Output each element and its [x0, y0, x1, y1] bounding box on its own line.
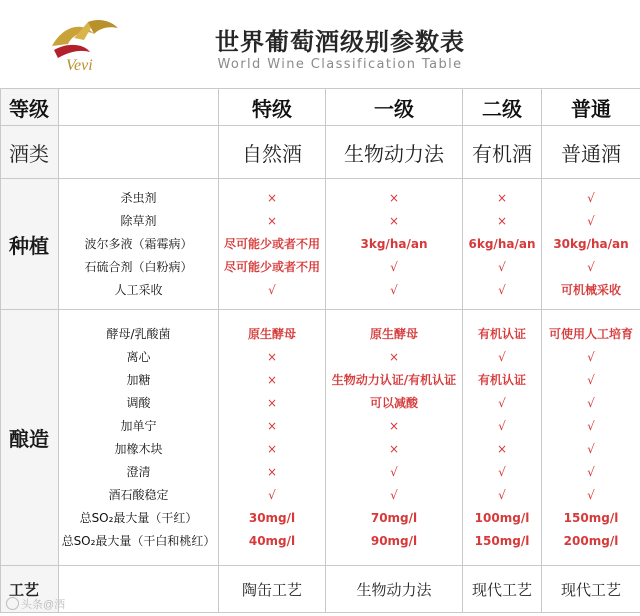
planting-value: √ — [498, 259, 506, 274]
brewing-value: 原生酵母 — [369, 326, 418, 341]
brewing-value: × — [388, 418, 400, 433]
page-header — [0, 0, 640, 88]
planting-col-second — [463, 179, 542, 310]
brewing-item: 加单宁 — [120, 418, 157, 433]
brewing-col-second — [463, 310, 542, 566]
watermark — [6, 596, 65, 612]
brewing-col-first — [326, 310, 463, 566]
brewing-value: 可使用人工培育 — [548, 326, 633, 341]
brewing-value: √ — [390, 487, 398, 502]
planting-value: 可机械采收 — [560, 282, 621, 297]
brewing-value: × — [266, 349, 278, 364]
craft-first: 生物动力法 — [326, 566, 463, 613]
brewing-value: √ — [498, 349, 506, 364]
brewing-value: 40mg/l — [248, 533, 296, 548]
craft-special: 陶缶工艺 — [219, 566, 326, 613]
planting-col-special — [219, 179, 326, 310]
brewing-value: 100mg/l — [474, 510, 530, 525]
brewing-value: 生物动力认证/有机认证 — [331, 372, 457, 387]
brewing-value: √ — [587, 418, 595, 433]
brewing-value: √ — [498, 464, 506, 479]
planting-value: √ — [498, 282, 506, 297]
brewing-item: 加糖 — [126, 372, 151, 387]
planting-value: 30kg/ha/an — [553, 236, 629, 251]
brewing-value: √ — [587, 349, 595, 364]
planting-items — [59, 179, 219, 310]
brewing-value: √ — [498, 395, 506, 410]
planting-value: × — [388, 190, 400, 205]
brewing-value: × — [266, 464, 278, 479]
brewing-value: √ — [587, 487, 595, 502]
planting-item: 杀虫剂 — [120, 190, 157, 205]
camera-icon — [6, 597, 19, 610]
planting-value: × — [266, 190, 278, 205]
planting-item: 除草剂 — [120, 213, 157, 228]
brewing-value: 200mg/l — [563, 533, 619, 548]
brewing-value: × — [266, 395, 278, 410]
brewing-label: 酿造 — [1, 310, 59, 566]
column-header-ordinary: 普通 — [542, 89, 640, 126]
craft-ordinary: 现代工艺 — [542, 566, 640, 613]
wine-type-organic: 有机酒 — [463, 126, 542, 179]
brewing-value: 原生酵母 — [247, 326, 296, 341]
brewing-item: 总SO₂最大量（干白和桃红） — [61, 533, 216, 548]
page-title: 世界葡萄酒级别参数表 — [215, 28, 465, 56]
brewing-value: √ — [268, 487, 276, 502]
planting-value: 尽可能少或者不用 — [223, 259, 320, 274]
logo-icon — [44, 16, 126, 74]
brewing-value: √ — [390, 464, 398, 479]
planting-value: 尽可能少或者不用 — [223, 236, 320, 251]
planting-item: 波尔多液（霜霉病） — [84, 236, 193, 251]
planting-label: 种植 — [1, 179, 59, 310]
planting-value: √ — [390, 259, 398, 274]
craft-second: 现代工艺 — [463, 566, 542, 613]
brewing-value: √ — [498, 418, 506, 433]
brewing-value: 90mg/l — [370, 533, 418, 548]
wine-type-empty-cell — [59, 126, 219, 179]
brewing-value: √ — [498, 487, 506, 502]
craft-empty-cell — [59, 566, 219, 613]
brewing-value: √ — [587, 441, 595, 456]
column-header-first: 一级 — [326, 89, 463, 126]
brewing-value: √ — [587, 464, 595, 479]
planting-section — [1, 179, 640, 310]
planting-value: × — [496, 190, 508, 205]
craft-row — [1, 566, 640, 613]
brewing-item: 调酸 — [126, 395, 151, 410]
brewing-value: 70mg/l — [370, 510, 418, 525]
column-header-second: 二级 — [463, 89, 542, 126]
planting-value: 6kg/ha/an — [468, 236, 536, 251]
page-subtitle: World Wine Classification Table — [217, 57, 463, 72]
brewing-item: 加橡木块 — [114, 441, 163, 456]
brewing-value: 150mg/l — [563, 510, 619, 525]
grade-header-row — [1, 89, 640, 126]
brewing-value: 有机认证 — [477, 326, 526, 341]
brewing-item: 酵母/乳酸菌 — [106, 326, 171, 341]
grade-empty-cell — [59, 89, 219, 126]
brewing-value: 30mg/l — [248, 510, 296, 525]
svg-text:Vevi: Vevi — [66, 57, 93, 74]
brewing-value: √ — [587, 395, 595, 410]
planting-value: 3kg/ha/an — [360, 236, 428, 251]
planting-value: √ — [587, 259, 595, 274]
brewing-col-special — [219, 310, 326, 566]
wine-type-natural: 自然酒 — [219, 126, 326, 179]
planting-value: √ — [390, 282, 398, 297]
planting-value: × — [266, 213, 278, 228]
brewing-value: × — [266, 418, 278, 433]
wine-type-biodynamic: 生物动力法 — [326, 126, 463, 179]
brewing-section — [1, 310, 640, 566]
brewing-value: 有机认证 — [477, 372, 526, 387]
brewing-value: × — [266, 372, 278, 387]
watermark-text: 头条@酒 — [21, 599, 66, 611]
brewing-item: 离心 — [126, 349, 151, 364]
brewing-value: × — [266, 441, 278, 456]
planting-item: 人工采收 — [114, 282, 163, 297]
brewing-value: 可以减酸 — [369, 395, 418, 410]
planting-value: √ — [268, 282, 276, 297]
planting-col-first — [326, 179, 463, 310]
brewing-value: √ — [587, 372, 595, 387]
brewing-item: 酒石酸稳定 — [108, 487, 169, 502]
planting-col-ordinary — [542, 179, 640, 310]
brewing-item: 总SO₂最大量（干红） — [79, 510, 198, 525]
brewing-item: 澄清 — [126, 464, 151, 479]
planting-value: × — [496, 213, 508, 228]
brewing-items — [59, 310, 219, 566]
planting-item: 石硫合剂（白粉病） — [84, 259, 193, 274]
brewing-col-ordinary — [542, 310, 640, 566]
brewing-value: × — [496, 441, 508, 456]
planting-value: × — [388, 213, 400, 228]
grade-label: 等级 — [1, 89, 59, 126]
wine-type-row — [1, 126, 640, 179]
wine-type-ordinary: 普通酒 — [542, 126, 640, 179]
brewing-value: × — [388, 349, 400, 364]
brewing-value: × — [388, 441, 400, 456]
column-header-special: 特级 — [219, 89, 326, 126]
planting-value: √ — [587, 190, 595, 205]
planting-value: √ — [587, 213, 595, 228]
classification-table — [0, 88, 640, 613]
brewing-value: 150mg/l — [474, 533, 530, 548]
wine-type-label: 酒类 — [1, 126, 59, 179]
craft-label: 工艺 — [1, 566, 59, 613]
